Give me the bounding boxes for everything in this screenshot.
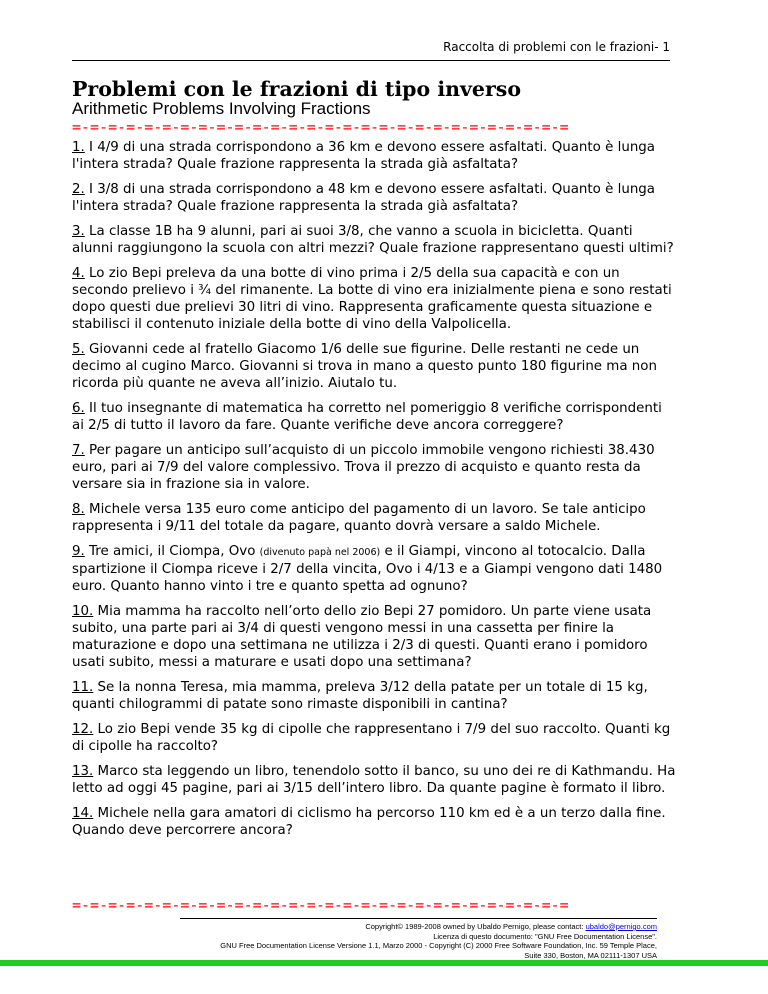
problem-number: 14. (72, 806, 94, 821)
footer-copyright (180, 922, 657, 932)
problem-number: 12. (72, 722, 94, 737)
problem-text: Per pagare un anticipo sull’acquisto di un piccolo immobile vengono richiesti 38.430 euro, pari ai 7/9 del valore complessivo. Trova il prezzo di acquisto e quanto resta da versare sia in frazione sia in valore. (72, 443, 655, 492)
footer-license-version: GNU Free Documentation License Versione 1.1, Marzo 2000 - Copyright (C) 2000 Free Software Foundation, Inc. 59 Temple Place, (220, 941, 657, 950)
problem-text-part-a: Tre amici, il Ciompa, Ovo (84, 544, 260, 559)
problem-1 (72, 139, 676, 173)
page-title: Problemi con le frazioni di tipo inverso (72, 77, 521, 101)
problem-7 (72, 442, 676, 493)
problem-number: 6. (72, 401, 85, 416)
page-footer (180, 918, 657, 960)
problem-number: 4. (72, 266, 85, 281)
problem-11 (72, 679, 676, 713)
problem-number: 11. (72, 680, 94, 695)
problem-4 (72, 265, 676, 333)
problem-2 (72, 181, 676, 215)
footer-address: Suite 330, Boston, MA 02111-1307 USA (524, 950, 657, 960)
problem-text: I 3/8 di una strada corrispondono a 48 km e devono essere asfaltati. Quanto è lunga l'intera strada? Quale frazione rappresenta la strada già asfaltata? (72, 182, 656, 214)
problem-number: 1. (72, 140, 85, 155)
problem-12 (72, 721, 676, 755)
problem-number: 7. (72, 443, 85, 458)
problem-text: I 4/9 di una strada corrispondono a 36 km e devono essere asfaltati. Quanto è lunga l'intera strada? Quale frazione rappresenta la strada già asfaltata? (72, 140, 656, 172)
problem-5 (72, 341, 676, 392)
problem-list (72, 139, 676, 847)
problem-text: Il tuo insegnante di matematica ha corretto nel pomeriggio 8 verifiche corrispondenti ai 2/5 di tutto il lavoro da fare. Quante verifiche deve ancora correggere? (72, 401, 662, 433)
problem-3 (72, 223, 676, 257)
problem-number: 9. (72, 544, 85, 559)
page-subtitle: Arithmetic Problems Involving Fractions (72, 99, 371, 118)
problem-9 (72, 543, 676, 595)
separator-top: =-=-=-=-=-=-=-=-=-=-=-=-=-=-=-=-=-=-=-=-=-=-=-=-=-=-=-= (72, 118, 569, 136)
problem-8 (72, 501, 676, 535)
problem-6 (72, 400, 676, 434)
problem-number: 10. (72, 604, 94, 619)
problem-number: 2. (72, 182, 85, 197)
page-header: Raccolta di problemi con le frazioni- 1 (72, 38, 670, 61)
bottom-accent-bar (0, 960, 768, 966)
problem-aside-note: (divenuto papà nel 2006) (259, 547, 381, 558)
problem-text: La classe 1B ha 9 alunni, pari ai suoi 3/8, che vanno a scuola in bicicletta. Quanti alunni raggiungono la scuola con altri mezzi? Quale frazione rappresentano questi ultimi? (72, 224, 674, 256)
problem-text: Lo zio Bepi preleva da una botte di vino prima i 2/5 della sua capacità e con un secondo prelievo i ¾ del rimanente. La botte di vino era inizialmente piena e sono restati dopo questi due prelievi 30 litri di vino. Rappresenta graficamente questa situazione e stabilisci il contenuto iniziale della botte di vino della Valpolicella. (72, 266, 672, 332)
problem-10 (72, 603, 676, 671)
footer-email-link[interactable]: ubaldo@pernigo.com (585, 922, 657, 931)
problem-14 (72, 805, 676, 839)
separator-bottom: =-=-=-=-=-=-=-=-=-=-=-=-=-=-=-=-=-=-=-=-=-=-=-=-=-=-=-= (72, 896, 569, 914)
problem-number: 3. (72, 224, 85, 239)
problem-text: Se la nonna Teresa, mia mamma, preleva 3/12 della patate per un totale di 15 kg, quanti chilogrammi di patate sono rimaste disponibili in cantina? (72, 680, 648, 712)
problem-text: Michele versa 135 euro come anticipo del pagamento di un lavoro. Se tale anticipo rappresenta i 9/11 del totale da pagare, quanto dovrà versare a saldo Michele. (72, 502, 646, 534)
problem-text: Giovanni cede al fratello Giacomo 1/6 delle sue figurine. Delle restanti ne cede un decimo al cugino Marco. Giovanni si trova in mano a questo punto 180 figurine ma non ricorda più quante ne aveva all’inizio. Aiutalo tu. (72, 342, 657, 391)
problem-text: Marco sta leggendo un libro, tenendolo sotto il banco, su uno dei re di Kathmandu. Ha letto ad oggi 45 pagine, pari ai 3/15 dell’intero libro. Da quante pagine è formato il libro. (72, 764, 676, 796)
problem-number: 8. (72, 502, 85, 517)
problem-text: Mia mamma ha raccolto nell’orto dello zio Bepi 27 pomidoro. Un parte viene usata subito, una parte pari ai 3/4 di questi vengono messi in una cassetta per finire la maturazione e dopo una settimana ne utilizza i 2/3 di questi. Quanti erano i pomidoro usati subito, messi a maturare e usati dopo una settimana? (72, 604, 652, 670)
problem-number: 13. (72, 764, 94, 779)
problem-text: Lo zio Bepi vende 35 kg di cipolle che rappresentano i 7/9 del suo raccolto. Quanti kg di cipolle ha raccolto? (72, 722, 671, 754)
footer-copyright-text: Copyright© 1989-2008 owned by Ubaldo Pernigo, please contact: (365, 922, 586, 931)
problem-text: Michele nella gara amatori di ciclismo ha percorso 110 km ed è a un terzo dalla fine. Quando deve percorrere ancora? (72, 806, 666, 838)
problem-text-part-b: e il Giampi, vincono al totocalcio. Dalla spartizione il Ciompa riceve i 2/7 della vincita, Ovo i 4/13 e a Giampi vengono dati 1480 euro. Quanto hanno vinto i tre e quanto spetta ad ognuno? (72, 544, 663, 594)
footer-license: Licenza di questo documento: "GNU Free Documentation License". (433, 931, 657, 941)
problem-number: 5. (72, 342, 85, 357)
problem-13 (72, 763, 676, 797)
